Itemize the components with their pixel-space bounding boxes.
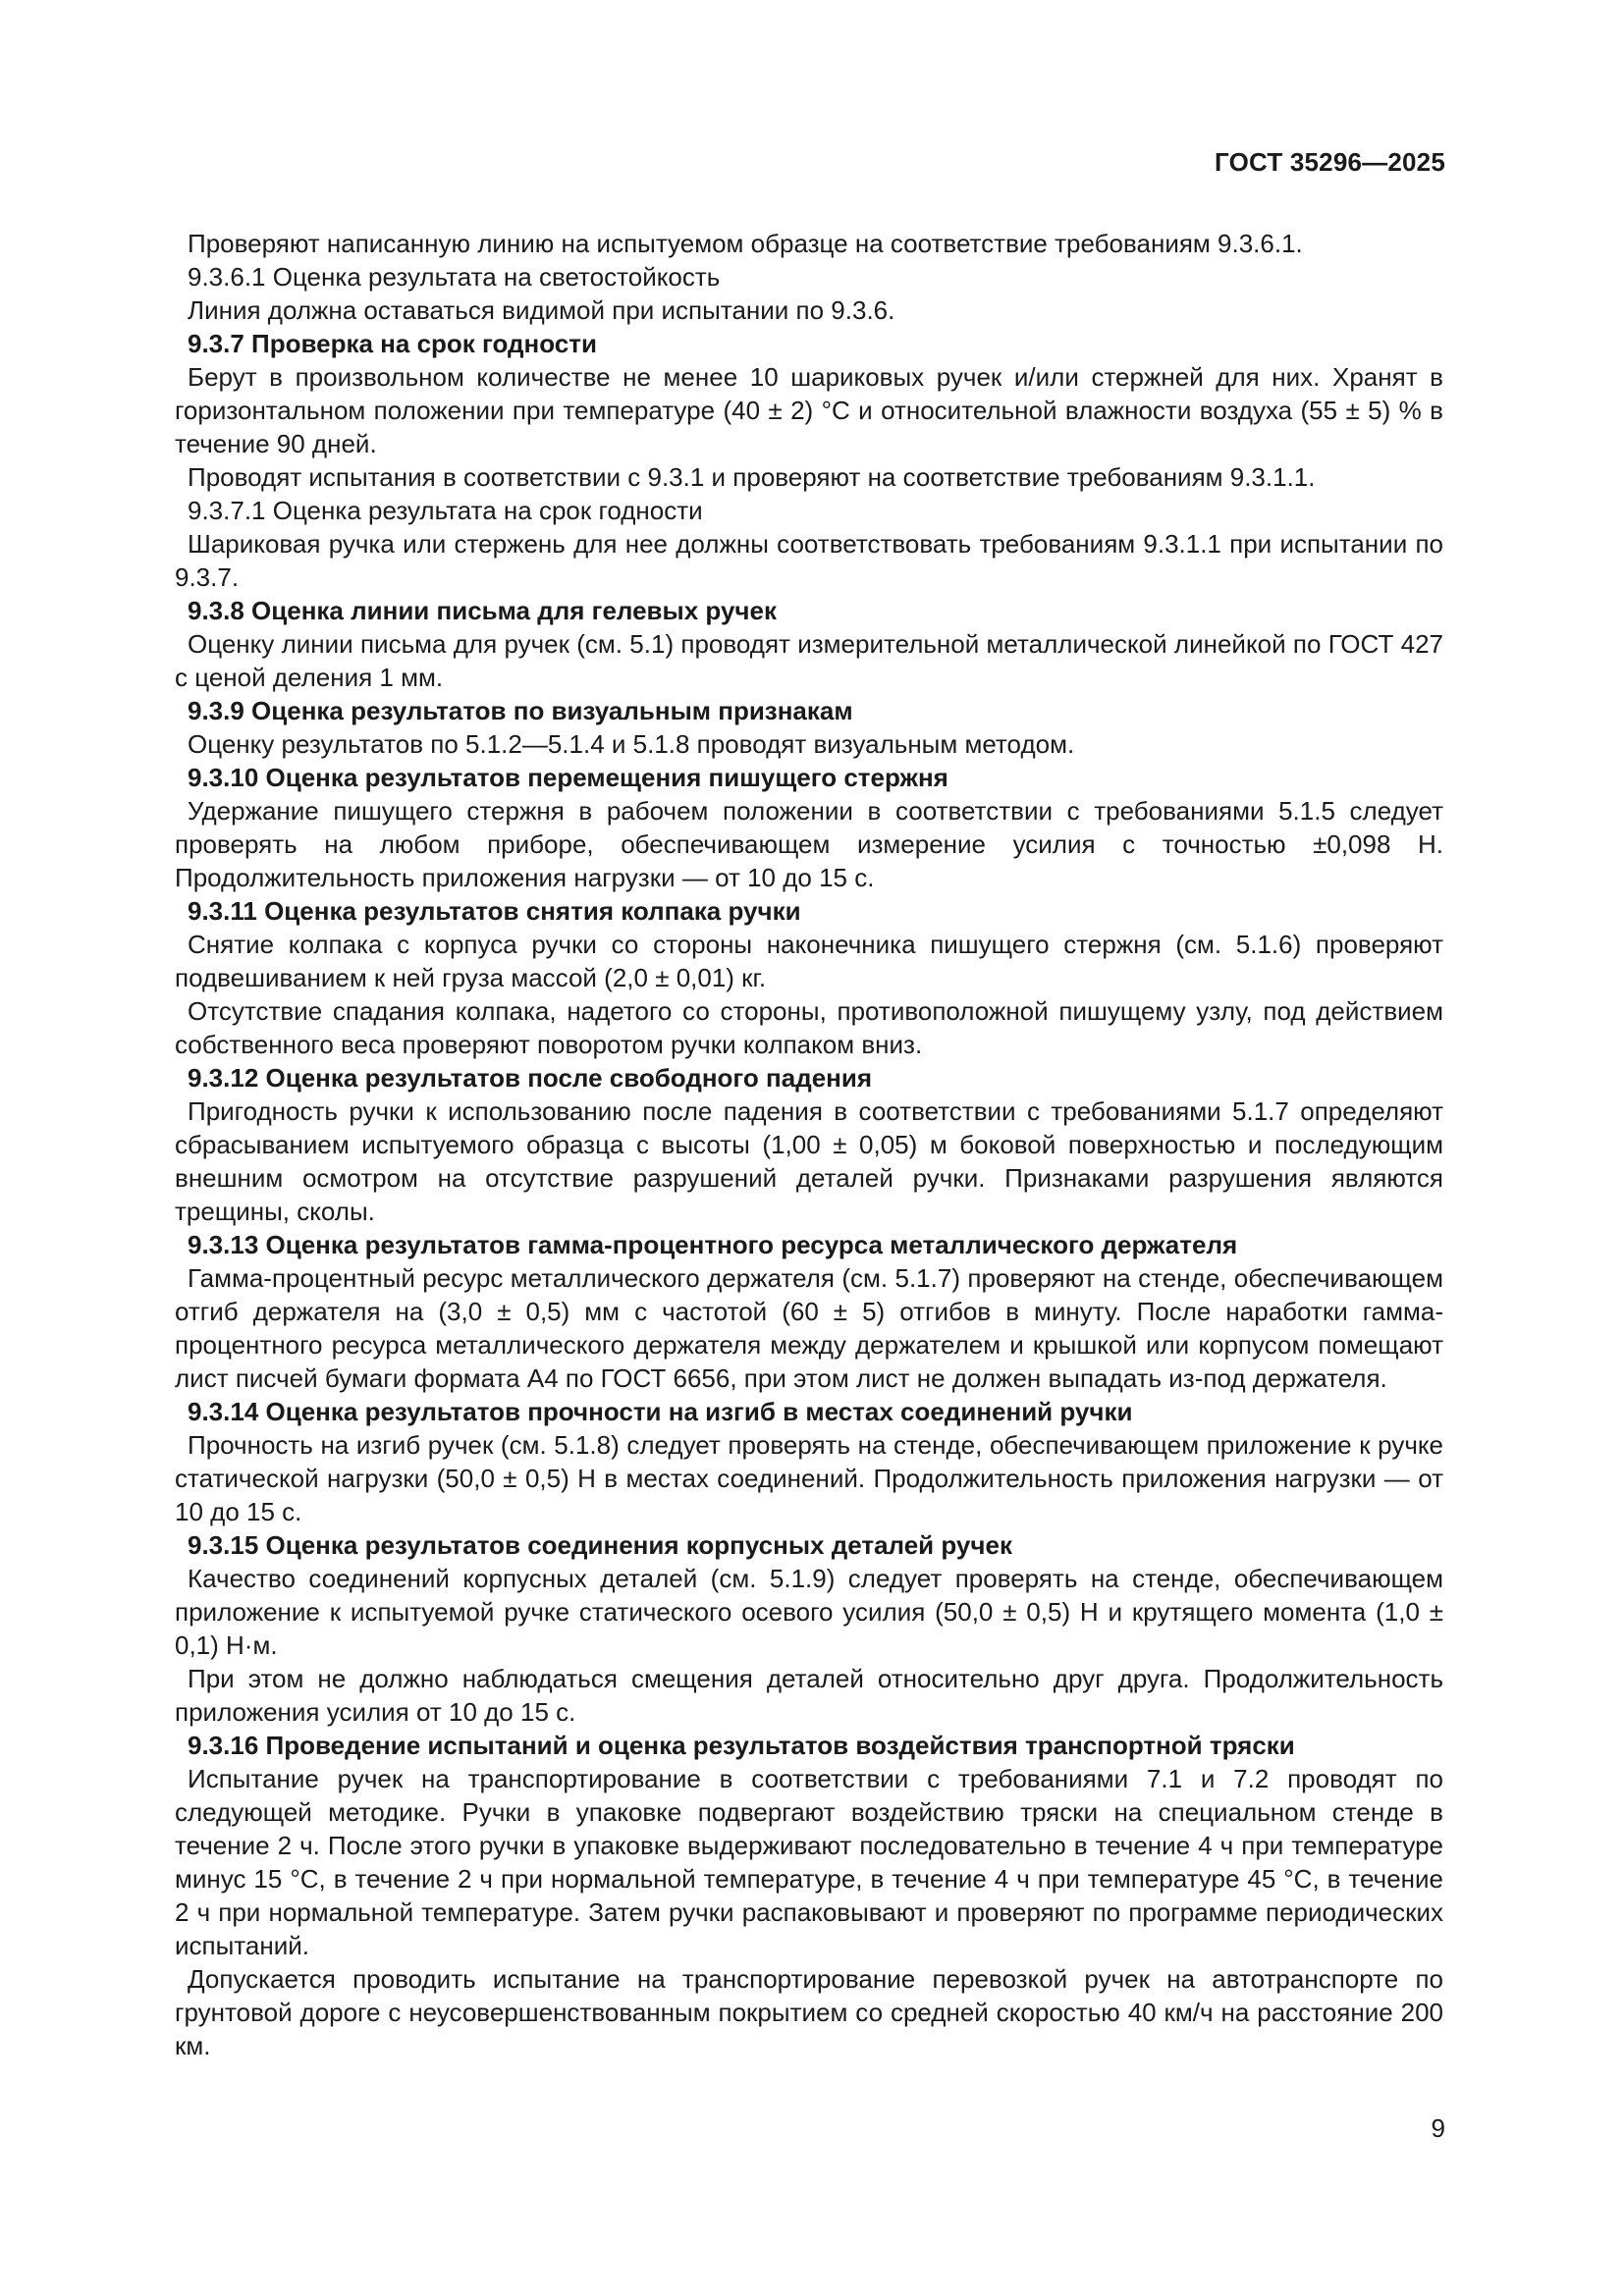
- paragraph: Пригодность ручки к использованию после падения в соответствии с требованиями 5.1.7 определяют сбрасыванием испытуемого образца с высоты (1,00 ± 0,05) м боковой поверхностью и последующим внешним осмотром на отсутствие разрушений деталей ручки. Признаками разрушения являются трещины, сколы.: [175, 1096, 1443, 1226]
- section-heading: 9.3.14 Оценка результатов прочности на изгиб в местах соединений ручки: [188, 1397, 1133, 1426]
- section-heading: 9.3.11 Оценка результатов снятия колпака ручки: [188, 896, 801, 926]
- paragraph: Шариковая ручка или стержень для нее должны соответствовать требованиям 9.3.1.1 при испытании по 9.3.7.: [175, 529, 1443, 592]
- paragraph: Линия должна оставаться видимой при испытании по 9.3.6.: [188, 295, 895, 325]
- paragraph: Испытание ручек на транспортирование в соответствии с требованиями 7.1 и 7.2 проводят по следующей методике. Ручки в упаковке подвергают воздействию тряски на специальном стенде в течение 2 ч. После этого ручки в упаковке выдерживают последовательно в течение 4 ч при температуре минус 15 °С, в течение 2 ч при нормальной температуре, в течение 4 ч при температуре 45 °С, в течение 2 ч при нормальной температуре. Затем ручки распаковывают и проверяют по программе периодических испытаний.: [175, 1764, 1443, 1960]
- paragraph: Гамма-процентный ресурс металлического держателя (см. 5.1.7) проверяют на стенде, обеспечивающем отгиб держателя на (3,0 ± 0,5) мм с частотой (60 ± 5) отгибов в минуту. После наработки гамма-процентного ресурса металлического держателя между держателем и крышкой или корпусом помещают лист писчей бумаги формата А4 по ГОСТ 6656, при этом лист не должен выпадать из-под держателя.: [175, 1263, 1443, 1393]
- paragraph: Оценку линии письма для ручек (см. 5.1) проводят измерительной металлической линейкой по ГОСТ 427 с ценой деления 1 мм.: [175, 629, 1443, 692]
- paragraph: Проводят испытания в соответствии с 9.3.1 и проверяют на соответствие требованиям 9.3.1.1.: [188, 462, 1316, 492]
- section-heading: 9.3.8 Оценка линии письма для гелевых ручек: [188, 596, 777, 625]
- section-heading: 9.3.7 Проверка на срок годности: [188, 329, 597, 358]
- section-heading: 9.3.12 Оценка результатов после свободного падения: [188, 1063, 873, 1093]
- paragraph: Оценку результатов по 5.1.2—5.1.4 и 5.1.8 проводят визуальным методом.: [188, 729, 1075, 759]
- paragraph: Удержание пишущего стержня в рабочем положении в соответствии с требованиями 5.1.5 следует проверять на любом приборе, обеспечивающем измерение усилия с точностью ±0,098 Н. Продолжительность приложения нагрузки — от 10 до 15 с.: [175, 796, 1443, 892]
- paragraph: Отсутствие спадания колпака, надетого со стороны, противоположной пишущему узлу, под действием собственного веса проверяют поворотом ручки колпаком вниз.: [175, 996, 1443, 1059]
- section-heading: 9.3.16 Проведение испытаний и оценка результатов воздействия транспортной тряски: [188, 1731, 1295, 1760]
- paragraph: Проверяют написанную линию на испытуемом образце на соответствие требованиям 9.3.6.1.: [188, 229, 1303, 258]
- section-heading: 9.3.10 Оценка результатов перемещения пишущего стержня: [188, 763, 948, 792]
- page-number: 9: [1431, 2113, 1445, 2143]
- paragraph: Допускается проводить испытание на транспортирование перевозкой ручек на автотранспорте по грунтовой дороге с неусовершенствованным покрытием со средней скоростью 40 км/ч на расстояние 200 км.: [175, 1964, 1443, 2060]
- paragraph: Прочность на изгиб ручек (см. 5.1.8) следует проверять на стенде, обеспечивающем приложение к ручке статической нагрузки (50,0 ± 0,5) Н в местах соединений. Продолжительность приложения нагрузки — от 10 до 15 с.: [175, 1430, 1443, 1526]
- paragraph: Качество соединений корпусных деталей (см. 5.1.9) следует проверять на стенде, обеспечивающем приложение к испытуемой ручке статического осевого усилия (50,0 ± 0,5) Н и крутящего момента (1,0 ± 0,1) Н·м.: [175, 1564, 1443, 1660]
- paragraph: Снятие колпака с корпуса ручки со стороны наконечника пишущего стержня (см. 5.1.6) проверяют подвешиванием к ней груза массой (2,0 ± 0,01) кг.: [175, 930, 1443, 992]
- document-code-header: ГОСТ 35296—2025: [1215, 147, 1445, 177]
- paragraph: Берут в произвольном количестве не менее 10 шариковых ручек и/или стержней для них. Хранят в горизонтальном положении при температуре (40 ± 2) °С и относительной влажности воздуха (55 ± 5) % в течение 90 дней.: [175, 362, 1443, 458]
- paragraph: 9.3.6.1 Оценка результата на светостойкость: [188, 262, 721, 292]
- section-heading: 9.3.9 Оценка результатов по визуальным признакам: [188, 696, 853, 725]
- paragraph: При этом не должно наблюдаться смещения деталей относительно друг друга. Продолжительность приложения усилия от 10 до 15 с.: [175, 1664, 1443, 1727]
- document-body: [175, 227, 1443, 2062]
- paragraph: 9.3.7.1 Оценка результата на срок годности: [188, 496, 703, 525]
- section-heading: 9.3.13 Оценка результатов гамма-процентного ресурса металлического держателя: [188, 1230, 1238, 1259]
- section-heading: 9.3.15 Оценка результатов соединения корпусных деталей ручек: [188, 1530, 1012, 1560]
